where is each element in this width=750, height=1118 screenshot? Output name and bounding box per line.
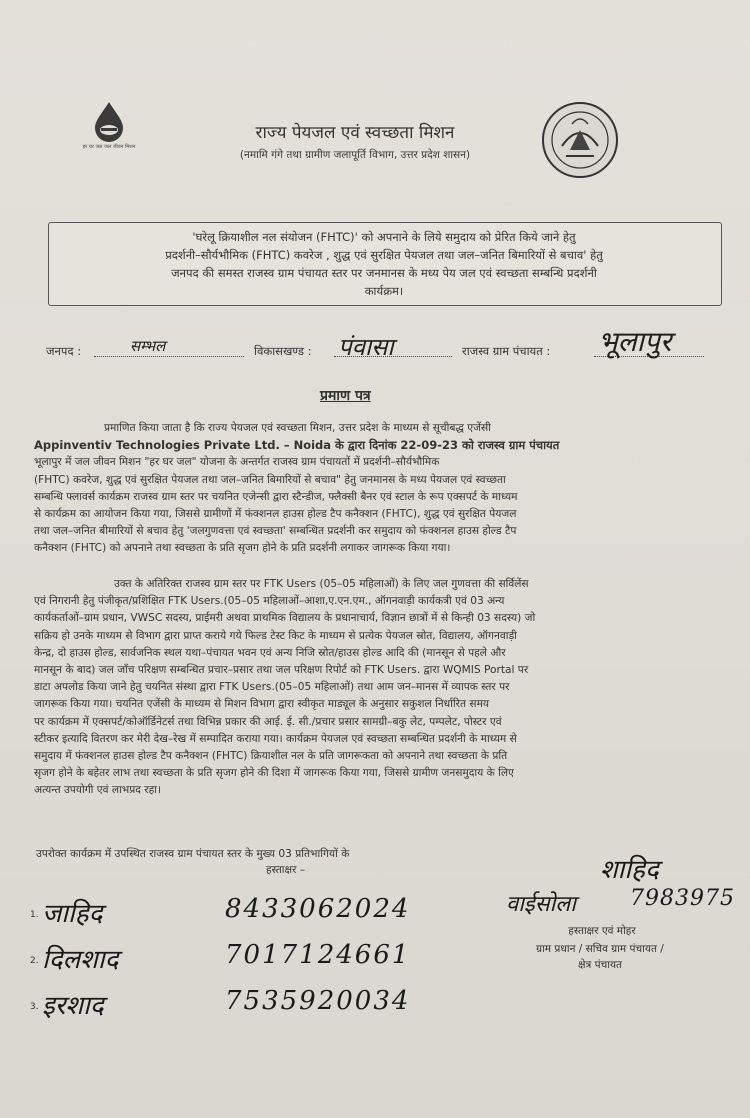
participant-number: 1. [30,910,39,920]
signatory-phone: 7983975 [630,886,735,911]
closing-line-1: उपरोक्त कार्यक्रम में उपस्थित राजस्व ग्राम पंचायत स्तर के मुख्य 03 प्रतिभागियों के [36,848,350,860]
para1-line: सम्बन्धि फ्लावर्स कार्यक्रम राजस्व ग्राम स्तर पर चयनित एजेन्सी द्वारा स्टैन्डीज, फ्लैक्सी बैनर एवं स्टाल के रूप एक्सपर्ट के माध्यम [34,490,518,503]
closing-line-2: हस्ताक्षर – [266,864,306,876]
para1-line: भूलापुर में जल जीवन मिशन "हर घर जल" योजना के अन्तर्गत राजस्व ग्राम पंचायतों में प्रदर्शनी–सौर्यभौमिक [34,456,440,469]
mission-title: राज्य पेयजल एवं स्वच्छता मिशन [255,123,455,143]
signatory-designation-2: क्षेत्र पंचायत [577,959,623,971]
logo-caption: हर घर जल जल जीवन मिशन [82,144,136,150]
district-label: जनपद : [46,344,82,358]
block-label: विकासखण्ड : [254,344,312,358]
participant-phone: 8433062024 [225,894,411,924]
program-line-3: जनपद की समस्त राजस्व ग्राम पंचायत स्तर पर जनमानस के मध्य पेय जल एवं स्वच्छता सम्बन्धि प्रदर्शनी [171,266,597,280]
para1-line: Appinventiv Technologies Private Ltd. – Noida के द्वारा दिनांक 22-09-23 को राजस्व ग्राम पंचायत [34,438,560,453]
panchayat-value: भूलापुर [598,325,672,358]
para2-line: अत्यन्त उपयोगी एवं लाभप्रद रहा। [34,784,161,797]
signature-seal-label: हस्ताक्षर एवं मोहर [568,925,636,937]
participant-row [30,940,450,980]
para1-line: कनैक्शन (FHTC) को अपनाने तथा स्वच्छता के प्रति सृजग होने के प्रति प्रदर्शनी लगाकर जागरूक किया गया। [34,542,451,555]
para2-line: सक्रिय हो उनके माध्यम से विभाग द्वारा प्राप्त कराये गये फिल्ड टेस्ट किट के माध्यम से प्रत्येक पेयजल स्रोत, विद्यालय, ऑगनवाड़ी [34,629,517,642]
participant-name: जाहिद [42,899,103,929]
participant-name: दिलशाद [42,945,119,975]
para2-line: डाटा अपलोड किया जाने हेतु चयनित संस्था द्वारा FTK Users.(05–05 महिलाओं) तथा आम जन–मानस में व्यापक स्तर पर [34,681,510,694]
block-value: पंवासा [338,333,394,361]
para2-line: पर कार्यक्रम में एक्सपर्ट/कोऑर्डिनेटर्स तथा विभिन्न प्रकार की आई. ई. सी./प्रचार प्रसार सामग्री–बकु लेट, पम्पलेट, पोस्टर एवं [34,715,502,728]
para2-line: कार्यकर्ताओं–ग्राम प्रधान, VWSC सदस्य, प्राईमरी अथवा प्राथमिक विद्यालय के प्रधानाचार्य, विज्ञान छात्रों में से किन्ही 03 सदस्य) जो [34,612,536,625]
participant-number: 2. [30,956,39,966]
water-drop-icon [89,100,129,144]
district-underline [94,356,244,357]
para2-line: एवं निगरानी हेतु पंजीकृत/प्रशिक्षित FTK Users.(05–05 महिलाओं–आशा,ए.एन.एम., ऑगनवाड़ी कार्यकत्री एवं 03 अन्य [34,595,505,608]
signatory-block [500,850,750,980]
signatory-designation: ग्राम प्रधान / सचिव ग्राम पंचायत / [536,943,664,955]
para2-line: मानसून के बाद) जल जाँच परिक्षण सम्बन्धित प्रचार–प्रसार तथा जल परिक्षण रिपोर्ट को FTK Users. द्वारा WQMIS Portal पर [34,664,529,677]
program-title [64,228,704,300]
closing-text [36,846,486,878]
up-government-seal-icon [540,100,620,180]
signatory-handwritten-name: शाहिद [600,855,659,885]
para1-line: तथा जल–जनित बीमारियों से बचाव हेतु 'जलगुणवत्ता एवं स्वच्छता' सम्बन्धित प्रदर्शनी कर समुदाय को फंक्शनल हाउस होल्ड टैप [34,525,517,538]
para2-line: समुदाय में फंक्शनल हाउस होल्ड टैप कनैक्शन (FHTC) क्रियाशील नल के प्रति जागरूकता को अपनाने तथा स्वच्छता के प्रति [34,750,508,763]
para2-line: स्टीकर इत्यादि वितरण कर मेरी देख–रेख में सम्पादित कराया गया। कार्यक्रम पेयजल एवं स्वच्छता सम्बन्धित प्रदर्शनी के माध्यम से [34,732,517,745]
para1-line: प्रमाणित किया जाता है कि राज्य पेयजल एवं स्वच्छता मिशन, उत्तर प्रदेश के माध्यम से सूचीबद्ध एजेंसी [104,422,491,434]
har-ghar-jal-logo [74,100,144,150]
participant-phone: 7535920034 [225,986,411,1016]
district-value: सम्भल [130,337,166,355]
program-line-4: कार्यक्रम। [364,284,404,298]
para2-line: केन्द्र, दो हाउस होल्ड, सार्वजनिक स्थल यथा–पंचायत भवन एवं अन्य निजि स्रोत/हाउस होल्ड आदि की (मानसून से पहले और [34,646,506,659]
certificate-title: प्रमाण पत्र [320,388,371,404]
participant-name: इरशाद [42,991,104,1021]
para1-line: (FHTC) कवरेज, शुद्ध एवं सुरक्षित पेयजल तथा जल–जनित बिमारियों से बचाव" हेतु जनमानस के मध्य पेयजल एवं स्वच्छता [34,473,506,486]
participant-row [30,986,450,1026]
para2-line: जागरूक किया गया। चयनित एजेंसी के माध्यम से मिशन विभाग द्वारा स्वीकृत माड्यूल के अनुसार सकुशल निर्धारित समय [34,698,490,711]
signatory-signature: वाईसोला [506,892,576,917]
para2-line: सृजग होने के बहेतर लाभ तथा स्वच्छता के प्रति सृजग होने की दिशा में जागरूक किया गया, जिससे ग्रामीण जनसमुदाय के लिए [34,767,514,780]
paragraph-2 [34,576,724,800]
program-line-2: प्रदर्शनी–सौर्यभौमिक (FHTC) कवरेज , शुद्ध एवं सुरक्षित पेयजल तथा जल–जनित बिमारियों से बचाव' हेतु [165,248,603,262]
participant-row [30,894,450,934]
paragraph-1 [34,420,724,558]
para2-line: उक्त के अतिरिक्त राजस्व ग्राम स्तर पर FTK Users (05–05 महिलाओं) के लिए जल गुणवत्ता की सर्विलेंस [114,578,529,590]
panchayat-label: राजस्व ग्राम पंचायत : [462,344,551,358]
program-line-1: 'घरेलू क्रियाशील नल संयोजन (FHTC)' को अपनाने के लिये समुदाय को प्रेरित किये जाने हेतु [192,230,576,244]
mission-subtitle: (नमामि गंगे तथा ग्रामीण जलापूर्ति विभाग, उत्तर प्रदेश शासन) [239,149,471,161]
participant-phone: 7017124661 [225,940,411,970]
participant-number: 3. [30,1002,39,1012]
para1-line: से कार्यक्रम का आयोजन किया गया, जिससे ग्रामीणों में फंक्शनल हाउस होल्ड टैप कनैक्शन (FHTC), शुद्ध एवं सुरक्षित पेयजल [34,508,517,521]
